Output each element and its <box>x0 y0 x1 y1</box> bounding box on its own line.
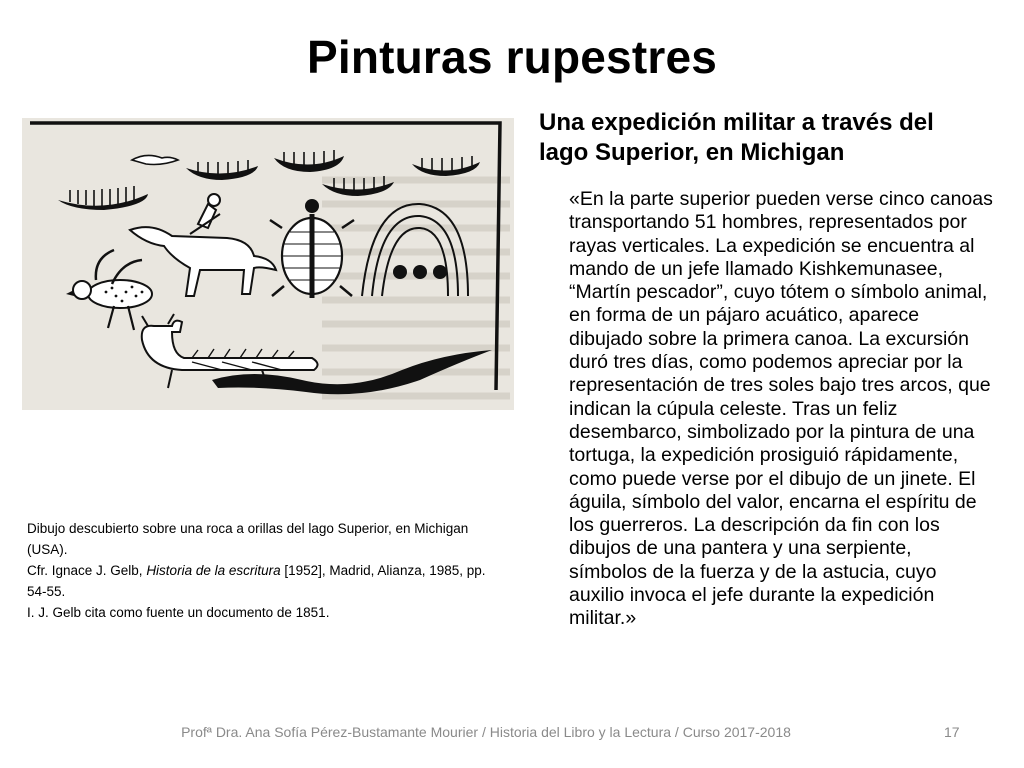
slide-subtitle: Una expedición militar a través del lago Superior, en Michigan <box>539 109 934 166</box>
figure-caption <box>27 518 497 623</box>
three-suns-drawing <box>393 265 447 279</box>
caption-citation-prefix: Cfr. Ignace J. Gelb, <box>27 563 147 578</box>
caption-description: Dibujo descubierto sobre una roca a orillas del lago Superior, en Michigan (USA). <box>27 521 469 557</box>
rock-painting-figure <box>22 118 514 410</box>
caption-citation <box>27 560 497 602</box>
kingfisher-drawing <box>132 155 178 164</box>
page-number: 17 <box>944 724 960 740</box>
rock-painting-illustration <box>22 118 514 410</box>
eagle-drawing <box>66 250 152 330</box>
caption-book-title: Historia de la escritura <box>146 563 281 578</box>
slide-title: Pinturas rupestres <box>306 31 718 83</box>
slide-body-text: «En la parte superior pueden verse cinco canoas transportando 51 hombres, representados por rayas verticales. La expedición se encuentra al mando de un jefe llamado Kishkemunasee, “Martín pescador”, cuyo tótem o símbolo animal, en forma de un pájaro acuático, aparece dibujado sobre la primera canoa. La excursión duró tres días, como podemos apreciar por la representación de tres soles bajo tres arcos, que indican la cúpula celeste. Tras un feliz desembarco, simbolizado por la pintura de una tortuga, la expedición prosiguió rápidamente, como puede verse por el dibujo de un jinete. El águila, símbolo del valor, encarna el espíritu de los guerreros. La descripción da fin con los dibujos de una pantera y una serpiente, símbolos de la fuerza y de la astucia, cuyo auxilio invoca el jefe durante la expedición militar.» <box>569 188 993 630</box>
turtle-drawing <box>270 199 354 298</box>
caption-source-note: I. J. Gelb cita como fuente un documento de 1851. <box>27 605 330 620</box>
horse-rider-drawing <box>130 194 276 296</box>
caption-citation-suffix: [1952], Madrid, Alianza, 1985, pp. 54-55. <box>27 563 486 599</box>
slide-footer: Profª Dra. Ana Sofía Pérez-Bustamante Mourier / Historia del Libro y la Lectura / Curso 2017-2018 <box>181 724 791 740</box>
